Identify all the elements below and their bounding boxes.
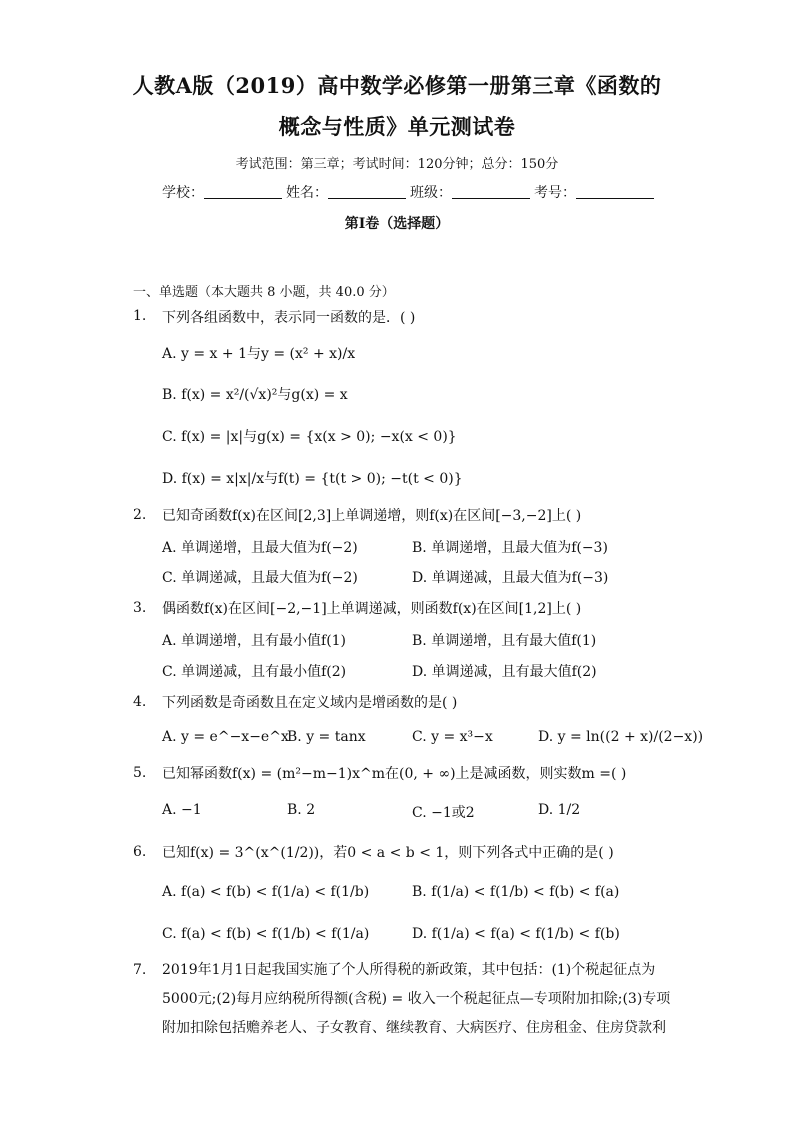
q7-stem [162,956,672,1043]
q1-option-b[interactable]: B. f(x) = x²/(√x)²与g(x) = x [162,387,348,403]
q6-stem: 已知f(x) = 3^(x^(1/2))，若0 < a < b < 1，则下列各式中正确的是( ) [162,845,614,861]
q4-stem: 下列函数是奇函数且在定义域内是增函数的是( ) [162,695,458,711]
number-blank[interactable] [576,184,654,199]
q3-option-b[interactable]: B. 单调递增，且有最大值f(1) [412,633,597,649]
q1-stem: 下列各组函数中，表示同一函数的是．( ) [162,310,416,326]
q4-option-c[interactable]: C. y = x³−x [412,729,493,745]
q1-option-c[interactable]: C. f(x) = |x|与g(x) = {x(x > 0); −x(x < 0)} [162,429,457,445]
q1-option-a[interactable]: A. y = x + 1与y = (x² + x)/x [162,346,356,362]
q7-number: 7. [133,962,147,978]
q3-number: 3. [133,600,147,616]
q5-stem: 已知幂函数f(x) = (m²−m−1)x^m在(0, + ∞)上是减函数，则实数m =( ) [162,766,627,782]
title-line-1: 人教A版（2019）高中数学必修第一册第三章《函数的 [132,73,662,98]
q3-stem: 偶函数f(x)在区间[−2,−1]上单调递减，则函数f(x)在区间[1,2]上( ) [162,601,582,617]
name-blank[interactable] [328,184,406,199]
q2-option-b[interactable]: B. 单调递增，且最大值为f(−3) [412,540,608,556]
school-label: 学校： [162,185,204,201]
class-label: 班级： [410,185,452,201]
q6-option-d[interactable]: D. f(1/a) < f(a) < f(1/b) < f(b) [412,926,620,942]
q3-option-d[interactable]: D. 单调递减，且有最大值f(2) [412,664,597,680]
name-label: 姓名： [286,185,328,201]
class-blank[interactable] [452,184,530,199]
q5-option-c[interactable]: C. −1或2 [412,805,475,821]
q4-option-a[interactable]: A. y = e^−x−e^x [162,729,289,745]
q2-stem: 已知奇函数f(x)在区间[2,3]上单调递增，则f(x)在区间[−3,−2]上( ) [162,508,582,524]
q1-option-d[interactable]: D. f(x) = x|x|/x与f(t) = {t(t > 0); −t(t < 0)} [162,471,463,487]
title-line-2: 概念与性质》单元测试卷 [278,114,516,139]
q3-option-a[interactable]: A. 单调递增，且有最小值f(1) [162,633,347,649]
q5-option-d[interactable]: D. 1/2 [538,802,581,818]
q6-option-b[interactable]: B. f(1/a) < f(1/b) < f(b) < f(a) [412,884,620,900]
q5-number: 5. [133,765,147,781]
q6-option-c[interactable]: C. f(a) < f(b) < f(1/b) < f(1/a) [162,926,370,942]
q2-option-c[interactable]: C. 单调递减，且最大值为f(−2) [162,570,358,586]
exam-info: 考试范围：第三章；考试时间：120分钟；总分：150分 [235,157,559,172]
q7-line-1: 2019年1月1日起我国实施了个人所得税的新政策，其中包括：(1)个税起征点为 [162,962,656,978]
q6-number: 6. [133,844,147,860]
q6-option-a[interactable]: A. f(a) < f(b) < f(1/a) < f(1/b) [162,884,370,900]
q4-option-d[interactable]: D. y = ln((2 + x)/(2−x)) [538,729,704,745]
q4-option-b[interactable]: B. y = tanx [287,729,366,745]
student-info-row [162,182,658,202]
section-heading: 一、单选题（本大题共 8 小题，共 40.0 分） [133,285,395,300]
q3-option-c[interactable]: C. 单调递减，且有最小值f(2) [162,664,347,680]
q2-number: 2. [133,507,147,523]
q5-option-b[interactable]: B. 2 [287,802,316,818]
number-label: 考号： [534,185,576,201]
q7-line-3: 附加扣除包括赡养老人、子女教育、继续教育、大病医疗、住房租金、住房贷款利 [162,1020,666,1036]
q2-option-d[interactable]: D. 单调递减，且最大值为f(−3) [412,570,609,586]
q2-option-a[interactable]: A. 单调递增，且最大值为f(−2) [162,540,358,556]
q4-number: 4. [133,694,147,710]
school-blank[interactable] [204,184,282,199]
q5-option-a[interactable]: A. −1 [162,802,202,818]
q1-number: 1. [133,308,147,324]
volume-title: 第I卷（选择题） [344,216,450,232]
q7-line-2: 5000元;(2)每月应纳税所得额(含税) = 收入一个税起征点—专项附加扣除;(3)专项 [162,991,671,1007]
